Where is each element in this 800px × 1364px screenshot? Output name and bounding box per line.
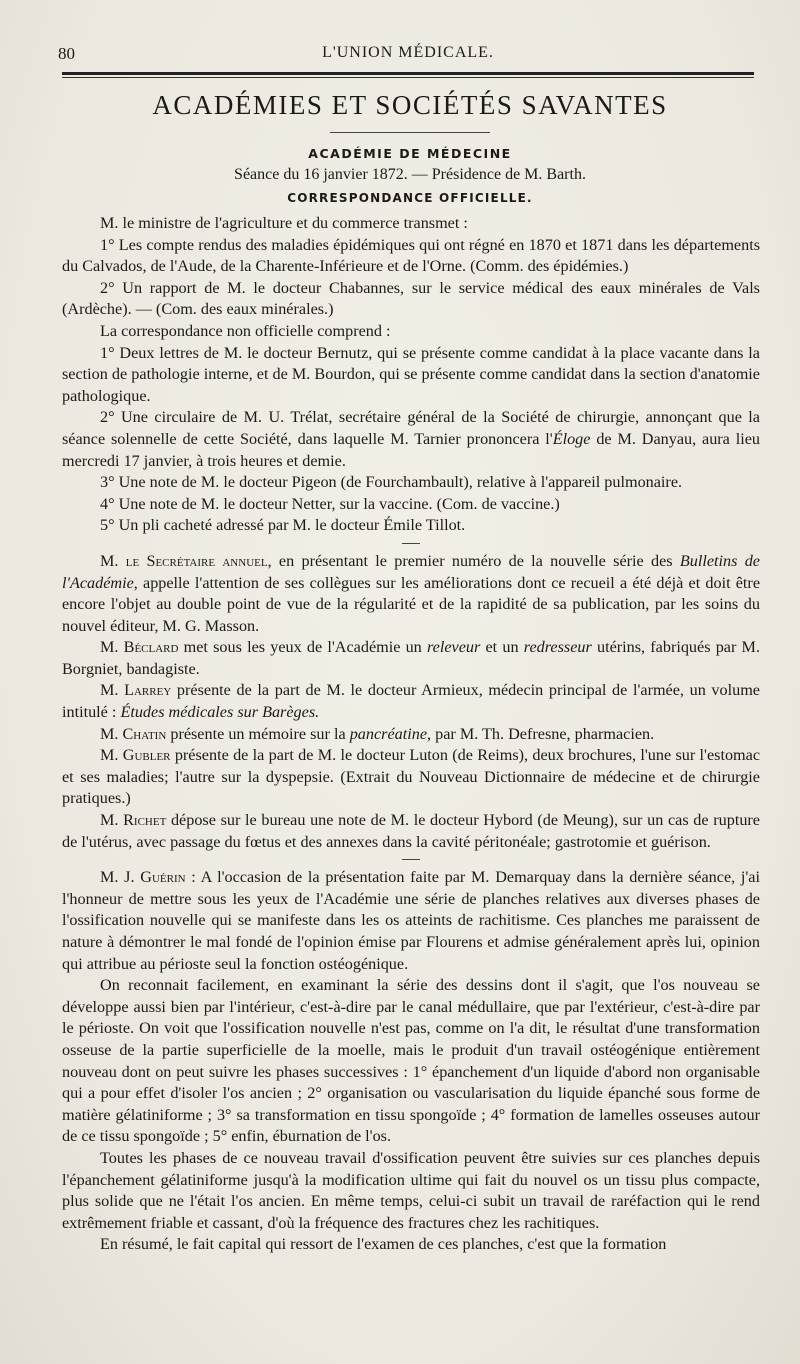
speaker-name: Richet [123, 811, 167, 830]
speaker-name: Guérin [140, 868, 186, 887]
paragraph: 2° Un rapport de M. le docteur Chabannes, sur le service médical des eaux minérales de Vals (Ardèche). — (Com. des eaux minérales.) [62, 278, 760, 319]
text-run: M. [100, 724, 123, 743]
paragraph: On reconnait facilement, en examinant la série des dessins dont il s'agit, que l'os nouveau se développe aussi bien par l'intérieur, c'est-à-dire par le canal médullaire, que par l'extérieur, c'est-à-dire par le périoste. On voit que l'ossification nouvelle n'est pas, comme on l'a dit, le résultat d'une transformation osseuse de la partie superficielle de la moelle, mais le produit d'un travail ostéogénique entièrement nouveau dont on peut suivre les phases successives : 1° épanchement d'un liquide d'abord non organisable qui a pour effet d'isoler l'os ancien ; 2° organisation ou vascularisation du liquide épanché sous forme de matière gélatiniforme ; 3° sa transformation en tissu spongoïde ; 4° formation de lamelles osseuses autour de ce tissu spongoïde ; 5° enfin, éburnation de l'os. [62, 976, 760, 1146]
text-run: , par M. Th. Defresne, pharmacien. [427, 724, 655, 743]
speaker-name: Larrey [124, 681, 172, 700]
paragraph: Toutes les phases de ce nouveau travail d'ossification peuvent être suivies sur ces planches depuis l'épanchement gélatiniforme jusqu'à la modification ultime qui fait du nouvel os un tissu plus compacte, plus solide que ne l'était l'os ancien. En même temps, celui-ci subit un travail de raréfaction qui le rend extrêmement friable et cassant, d'où la fréquence des fractures chez les rachitiques. [62, 1148, 760, 1232]
text-run: M. [100, 681, 125, 700]
text-run: M. [100, 811, 124, 830]
paragraph: 1° Deux lettres de M. le docteur Bernutz, qui se présente comme candidat à la place vacante dans la section de pathologie interne, et de M. Bourdon, qui se présente comme candidat dans la section d'anatomie pathologique. [62, 343, 760, 405]
article-body [62, 213, 760, 1256]
academy-title: ACADÉMIE DE MÉDECINE [308, 146, 512, 161]
speaker-name: Chatin [122, 724, 167, 743]
paragraph [62, 810, 760, 853]
paragraph: 5° Un pli cacheté adressé par M. le docteur Émile Tillot. [100, 516, 466, 535]
text-run: utérins, fabriqués par M. Borgniet, bandagiste. [62, 638, 760, 678]
text-run: de M. Danyau, aura lieu mercredi 17 janvier, à trois heures et demie. [62, 429, 760, 470]
session-line: Séance du 16 janvier 1872. — Présidence de M. Barth. [234, 166, 586, 183]
speaker-name: Béclard [123, 638, 179, 657]
text-run: M. [100, 746, 123, 765]
running-title: L'UNION MÉDICALE. [322, 44, 494, 61]
text-run: , appelle l'attention de ses collègues sur les améliorations dont ce recueil a été déjà et doit être encore l'objet au double point de vue de la régularité et de la rapidité de sa publication, par les soins du nouvel éditeur, M. G. Masson. [62, 573, 760, 635]
text-run: présente un mémoire sur la [166, 724, 350, 743]
paragraph [62, 680, 760, 723]
italic-term: pancréatine [349, 724, 428, 743]
section-title: ACADÉMIES ET SOCIÉTÉS SAVANTES [152, 90, 668, 120]
paragraph: En résumé, le fait capital qui ressort de l'examen de ces planches, c'est que la formation [100, 1235, 667, 1254]
paragraph: 1° Les compte rendus des maladies épidémiques qui ont régné en 1870 et 1871 dans les départements du Calvados, de l'Aude, de la Charente-Inférieure et de l'Orne. (Comm. des épidémies.) [62, 235, 760, 276]
paragraph: 3° Une note de M. le docteur Pigeon (de Fourchambault), relative à l'appareil pulmonaire. [100, 473, 683, 492]
text-run: et un [480, 638, 524, 657]
page-header [58, 44, 758, 72]
paragraph [62, 407, 760, 472]
header-rule-thick [62, 72, 754, 75]
paragraph: 4° Une note de M. le docteur Netter, sur la vaccine. (Com. de vaccine.) [100, 494, 560, 513]
text-run: M. [100, 551, 126, 570]
text-run: : A l'occasion de la présentation faite par M. Demarquay dans la dernière séance, j'ai l'honneur de mettre sous les yeux de l'Académie une série de planches relatives aux diverses phases de l'ossification nouvelle qui se manifeste dans les os atteints de rachitisme. Ces planches me paraissent de nature à démontrer le mal fondé de l'opinion émise par Flourens et admise généralement après lui, opinion qui attribue au périoste seul la fonction ostéogénique. [62, 868, 760, 973]
italic-title: Éloge [552, 429, 591, 448]
italic-title: Bulletins de l'Académie [62, 551, 760, 592]
page-number: 80 [58, 44, 75, 63]
italic-title: Études médicales sur Barèges. [120, 703, 320, 722]
text-run: 2° Une circulaire de M. U. Trélat, secrétaire général de la Société de chirurgie, annonçant que la séance solennelle de cette Société, dans laquelle M. Tarnier prononcera l' [62, 408, 760, 448]
text-run: , en présentant le premier numéro de la nouvelle série des [267, 551, 680, 570]
text-run: met sous les yeux de l'Académie un [178, 638, 427, 657]
text-run: présente de la part de M. le docteur Luton (de Reims), deux brochures, l'une sur l'estomac et ses maladies; l'autre sur la dyspepsie. (Extrait du Nouveau Dictionnaire de médecine et de chirurgie pratiques.) [62, 746, 760, 808]
paragraph [62, 867, 760, 975]
speaker-name: le Secrétaire annuel [125, 551, 268, 570]
paragraph: M. le ministre de l'agriculture et du commerce transmet : [100, 214, 468, 232]
speaker-name: Gubler [122, 746, 171, 765]
paragraph [62, 724, 760, 746]
italic-term: releveur [426, 638, 481, 657]
italic-term: redresseur [523, 638, 592, 657]
paragraph [62, 551, 760, 637]
correspondence-heading: CORRESPONDANCE OFFICIELLE. [287, 191, 533, 205]
paragraph [62, 637, 760, 680]
text-run: présente de la part de M. le docteur Armieux, médecin principal de l'armée, un volume intitulé : [62, 681, 760, 722]
text-run: M. [100, 638, 124, 657]
text-run: M. J. [100, 868, 141, 887]
section-separator [62, 537, 760, 551]
title-rule [330, 132, 490, 133]
text-run: dépose sur le bureau une note de M. le docteur Hybord (de Meung), sur un cas de rupture de l'utérus, avec passage du fœtus et des annexes dans la cavité péritonéale; gastrotomie et guérison. [62, 811, 760, 851]
paragraph [62, 745, 760, 810]
paragraph: La correspondance non officielle comprend : [100, 321, 391, 340]
section-separator [62, 853, 760, 867]
header-rule-thin [62, 77, 754, 78]
